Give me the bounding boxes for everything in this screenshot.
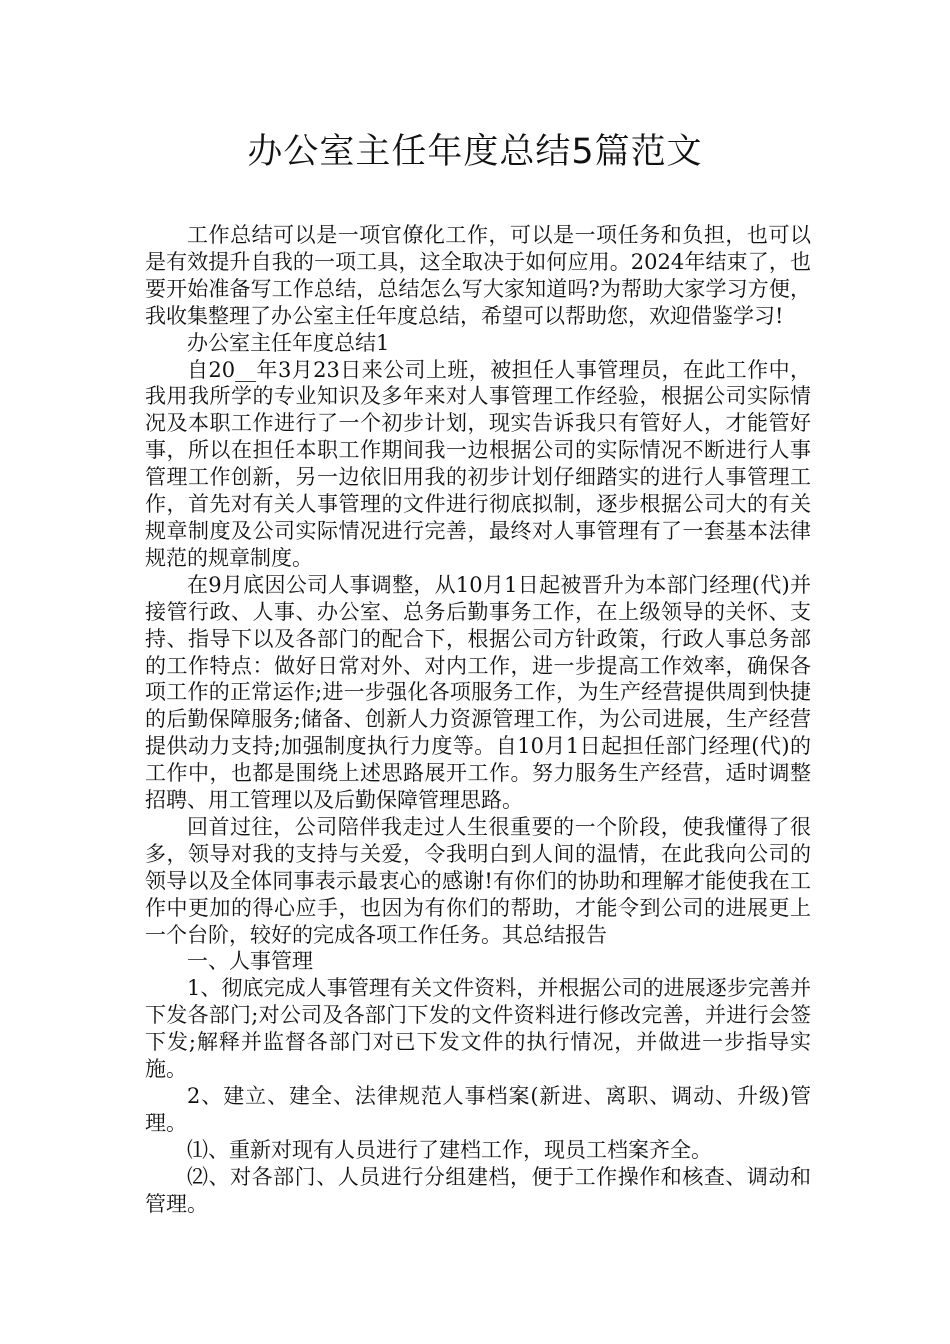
sub-list-item: ⑵、对各部门、人员进行分组建档，便于工作操作和核查、调动和管理。: [145, 1164, 811, 1216]
document-body: [145, 222, 811, 1218]
body-paragraph: 在9月底因公司人事调整，从10月1日起被晋升为本部门经理(代)并接管行政、人事、办公室、总务后勤事务工作，在上级领导的关怀、支持、指导下以及各部门的配合下，根据公司方针政策，行政人事总务部的工作特点：做好日常对外、对内工作，进一步提高工作效率，确保各项工作的正常运作;进一步强化各项服务工作，为生产经营提供周到快捷的后勤保障服务;储备、创新人力资源管理工作，为公司进展，生产经营提供动力支持;加强制度执行力度等。自10月1日起担任部门经理(代)的工作中，也都是围绕上述思路展开工作。努力服务生产经营，适时调整招聘、用工管理以及后勤保障管理思路。: [145, 572, 811, 813]
list-item: 2、建立、建全、法律规范人事档案(新进、离职、调动、升级)管理。: [145, 1084, 811, 1135]
section-heading-summary-1: 办公室主任年度总结1: [187, 330, 390, 355]
intro-paragraph: 工作总结可以是一项官僚化工作，可以是一项任务和负担，也可以是有效提升自我的一项工具，这全取决于如何应用。2024年结束了，也要开始准备写工作总结，总结怎么写大家知道吗?为帮助大家学习方便，我收集整理了办公室主任年度总结，希望可以帮助您，欢迎借鉴学习!: [145, 223, 811, 328]
sub-list-item: ⑴、重新对现有人员进行了建档工作，现员工档案齐全。: [187, 1137, 712, 1162]
body-paragraph: 自20__年3月23日来公司上班，被担任人事管理员，在此工作中，我用我所学的专业知识及多年来对人事管理工作经验，根据公司实际情况及本职工作进行了一个初步计划，现实告诉我只有管好人，才能管好事，所以在担任本职工作期间我一边根据公司的实际情况不断进行人事管理工作创新，另一边依旧用我的初步计划仔细踏实的进行人事管理工作，首先对有关人事管理的文件进行彻底拟制，逐步根据公司大的有关规章制度及公司实际情况进行完善，最终对人事管理有了一套基本法律规范的规章制度。: [145, 357, 811, 570]
body-paragraph: 回首过往，公司陪伴我走过人生很重要的一个阶段，使我懂得了很多，领导对我的支持与关爱，令我明白到人间的温情，在此我向公司的领导以及全体同事表示最衷心的感谢!有你们的协助和理解才能使我在工作中更加的得心应手，也因为有你们的帮助，才能令到公司的进展更上一个台阶，较好的完成各项工作任务。其总结报告: [145, 814, 811, 947]
list-item: 1、彻底完成人事管理有关文件资料，并根据公司的进展逐步完善并下发各部门;对公司及各部门下发的文件资料进行修改完善，并进行会签下发;解释并监督各部门对已下发文件的执行情况，并做进一步指导实施。: [145, 976, 811, 1082]
document-title: 办公室主任年度总结5篇范文: [247, 132, 703, 172]
section-heading-hr: 一、人事管理: [187, 949, 313, 974]
